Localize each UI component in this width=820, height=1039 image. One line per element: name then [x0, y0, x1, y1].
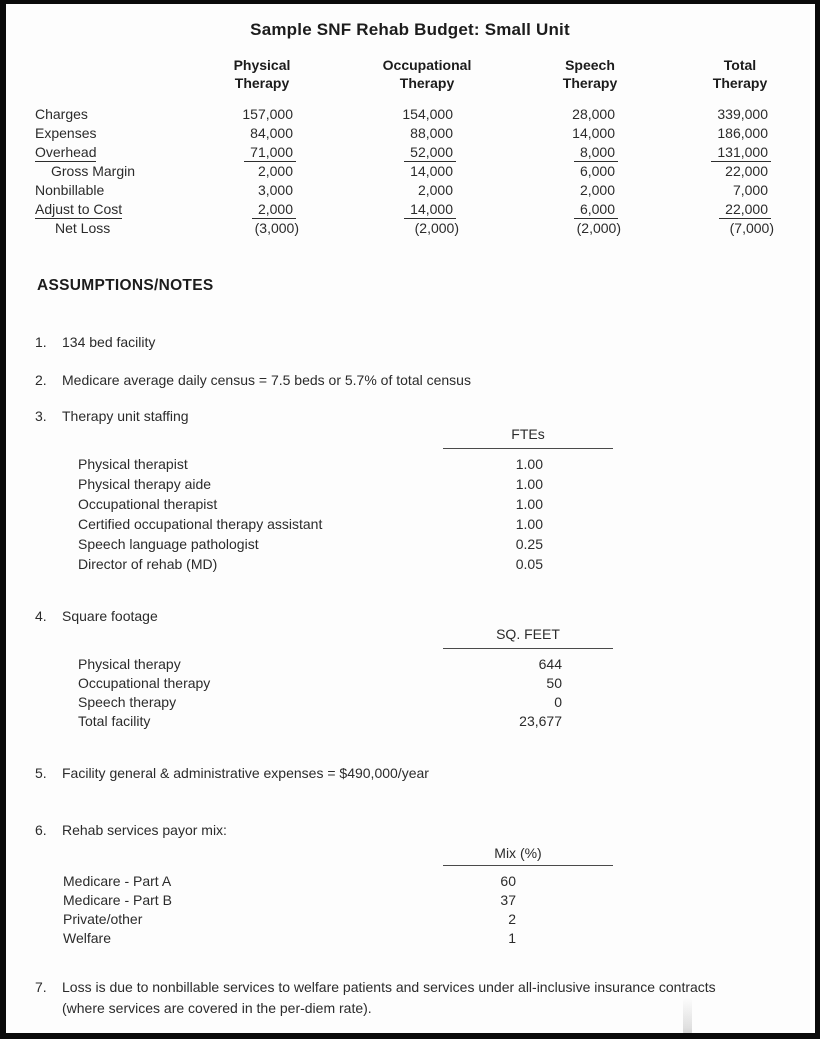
- note-number: 6.: [35, 822, 47, 838]
- page-title: Sample SNF Rehab Budget: Small Unit: [250, 20, 570, 39]
- table-row-net-loss: [35, 219, 768, 238]
- list-item: [0, 911, 820, 930]
- note-item-5: [35, 764, 429, 783]
- cell-value: 644: [538, 656, 562, 672]
- column-header-line: Total: [723, 57, 757, 73]
- row-label: Medicare - Part B: [63, 892, 172, 908]
- table-row-adjust-to-cost: [35, 200, 768, 219]
- cell-value: 339,000: [717, 106, 768, 122]
- cell-value: 157,000: [242, 106, 293, 122]
- row-label: Total facility: [78, 713, 151, 729]
- row-label: Speech therapy: [78, 694, 177, 710]
- note-text: Rehab services payor mix:: [62, 822, 227, 838]
- note-text: 134 bed facility: [62, 334, 156, 350]
- row-label: [35, 200, 210, 219]
- cell-value: [210, 219, 299, 238]
- note-number: 7.: [35, 979, 47, 995]
- note-text: Medicare average daily census = 7.5 beds or 5.7% of total census: [62, 372, 471, 388]
- header-rule: [443, 448, 613, 449]
- cell-value: 23,677: [519, 713, 562, 729]
- underlined-value: 2,000: [252, 201, 296, 219]
- column-header-line: Therapy: [234, 74, 290, 91]
- note-text: Square footage: [62, 608, 158, 624]
- underlined-value: 52,000: [404, 144, 456, 162]
- column-header-speech-therapy: [525, 57, 655, 92]
- cell-value: 186,000: [717, 125, 768, 141]
- scan-smudge-artifact: [683, 998, 692, 1035]
- cell-value: 50: [546, 675, 562, 691]
- underlined-value: 22,000: [719, 201, 771, 219]
- ftes-column-header: FTEs: [511, 426, 545, 442]
- underlined-value: 71,000: [244, 144, 296, 162]
- list-item: [0, 930, 820, 949]
- column-header-line: Therapy: [399, 74, 455, 91]
- row-label: Certified occupational therapy assistant: [78, 516, 323, 532]
- row-label: [35, 143, 210, 162]
- cell-value: [293, 219, 459, 238]
- cell-value: 2: [508, 911, 516, 927]
- underlined-value: 131,000: [711, 144, 771, 162]
- list-item: [0, 873, 820, 892]
- note-item-4: [35, 607, 158, 626]
- column-header-line: Physical: [233, 57, 291, 73]
- cell-value: 154,000: [402, 106, 453, 122]
- note-number: 4.: [35, 608, 47, 624]
- row-label: Physical therapy aide: [78, 476, 212, 492]
- row-label: Expenses: [35, 125, 97, 141]
- cell-value: [615, 143, 768, 162]
- note-text: Facility general & administrative expenses = $490,000/year: [62, 765, 429, 781]
- note-item-1: [35, 333, 155, 352]
- cell-value: 88,000: [410, 125, 453, 141]
- header-rule: [443, 865, 613, 866]
- row-label: Private/other: [63, 911, 143, 927]
- row-label: Welfare: [63, 930, 111, 946]
- negative-value: (7,000): [729, 220, 774, 236]
- note-item-3: [35, 407, 189, 426]
- cell-value: 37: [500, 892, 516, 908]
- column-header-physical-therapy: [197, 57, 327, 92]
- cell-value: 1.00: [515, 476, 543, 492]
- cell-value: 28,000: [572, 106, 615, 122]
- cell-value: 1.00: [515, 456, 543, 472]
- header-rule: [443, 648, 613, 649]
- row-label: Occupational therapy: [78, 675, 211, 691]
- list-item: [0, 675, 820, 694]
- note-number: 2.: [35, 372, 47, 388]
- note-item-6: [35, 821, 227, 840]
- cell-value: 0: [554, 694, 562, 710]
- cell-value: [453, 143, 615, 162]
- note-item-2: [35, 371, 471, 390]
- list-item: [0, 476, 820, 496]
- note-text: Therapy unit staffing: [62, 408, 189, 424]
- cell-value: [210, 200, 293, 219]
- cell-value: 6,000: [579, 163, 615, 179]
- negative-value: (2,000): [576, 220, 621, 236]
- cell-value: 0.05: [515, 556, 543, 572]
- column-header-total-therapy: [675, 57, 805, 92]
- cell-value: 14,000: [410, 163, 453, 179]
- cell-value: [293, 200, 453, 219]
- cell-value: 14,000: [572, 125, 615, 141]
- row-label: Nonbillable: [35, 182, 105, 198]
- sqfeet-column-header: SQ. FEET: [496, 626, 560, 642]
- cell-value: 22,000: [725, 163, 768, 179]
- underlined-value: 6,000: [574, 201, 618, 219]
- table-row-nonbillable: [35, 181, 768, 200]
- cell-value: [293, 143, 453, 162]
- cell-value: 7,000: [732, 182, 768, 198]
- row-label: Physical therapy: [78, 656, 181, 672]
- row-label: Medicare - Part A: [63, 873, 172, 889]
- note-number: 3.: [35, 408, 47, 424]
- cell-value: 84,000: [250, 125, 293, 141]
- cell-value: 3,000: [257, 182, 293, 198]
- row-label: Net Loss: [55, 220, 111, 236]
- row-label: Director of rehab (MD): [78, 556, 218, 572]
- negative-value: (3,000): [254, 220, 299, 236]
- row-label: Physical therapist: [78, 456, 188, 472]
- column-header-line: Therapy: [562, 74, 618, 91]
- column-header-line: Speech: [565, 57, 615, 73]
- list-item: [0, 713, 820, 732]
- cell-value: [210, 143, 293, 162]
- list-item: [0, 892, 820, 911]
- list-item: [0, 456, 820, 476]
- cell-value: 1.00: [515, 496, 543, 512]
- list-item: [0, 556, 820, 576]
- list-item: [0, 516, 820, 536]
- row-label: Charges: [35, 106, 88, 122]
- note-number: 1.: [35, 334, 47, 350]
- underlined-label: Overhead: [35, 144, 97, 160]
- column-header-occupational-therapy: [362, 57, 492, 92]
- cell-value: 2,000: [417, 182, 453, 198]
- cell-value: 0.25: [515, 536, 543, 552]
- row-label: Occupational therapist: [78, 496, 218, 512]
- budget-table: [35, 105, 774, 238]
- column-header-line: Occupational: [382, 57, 472, 73]
- cell-value: [615, 219, 774, 238]
- note-text: Loss is due to nonbillable services to welfare patients and services under all-inclusive insurance contracts (where services are covered in the per-diem rate).: [62, 979, 716, 1016]
- note-item-7: [35, 977, 717, 1019]
- cell-value: [615, 200, 768, 219]
- negative-value: (2,000): [414, 220, 459, 236]
- cell-value: 1.00: [515, 516, 543, 532]
- underlined-value: 8,000: [574, 144, 618, 162]
- list-item: [0, 656, 820, 675]
- cell-value: [453, 200, 615, 219]
- underlined-label: Adjust to Cost: [35, 201, 123, 217]
- row-label: Gross Margin: [51, 163, 136, 179]
- table-row-overhead: [35, 143, 768, 162]
- underlined-value: 14,000: [404, 201, 456, 219]
- row-label: Speech language pathologist: [78, 536, 259, 552]
- list-item: [0, 536, 820, 556]
- table-row-expenses: [35, 124, 768, 143]
- cell-value: 60: [500, 873, 516, 889]
- column-header-line: Therapy: [712, 74, 768, 91]
- list-item: [0, 694, 820, 713]
- table-row-gross-margin: [35, 162, 768, 181]
- assumptions-heading: ASSUMPTIONS/NOTES: [37, 277, 214, 294]
- cell-value: 2,000: [257, 163, 293, 179]
- mix-column-header: Mix (%): [494, 845, 542, 861]
- cell-value: 2,000: [579, 182, 615, 198]
- cell-value: 1: [508, 930, 516, 946]
- note-number: 5.: [35, 765, 47, 781]
- table-row-charges: [35, 105, 768, 124]
- list-item: [0, 496, 820, 516]
- cell-value: [453, 219, 621, 238]
